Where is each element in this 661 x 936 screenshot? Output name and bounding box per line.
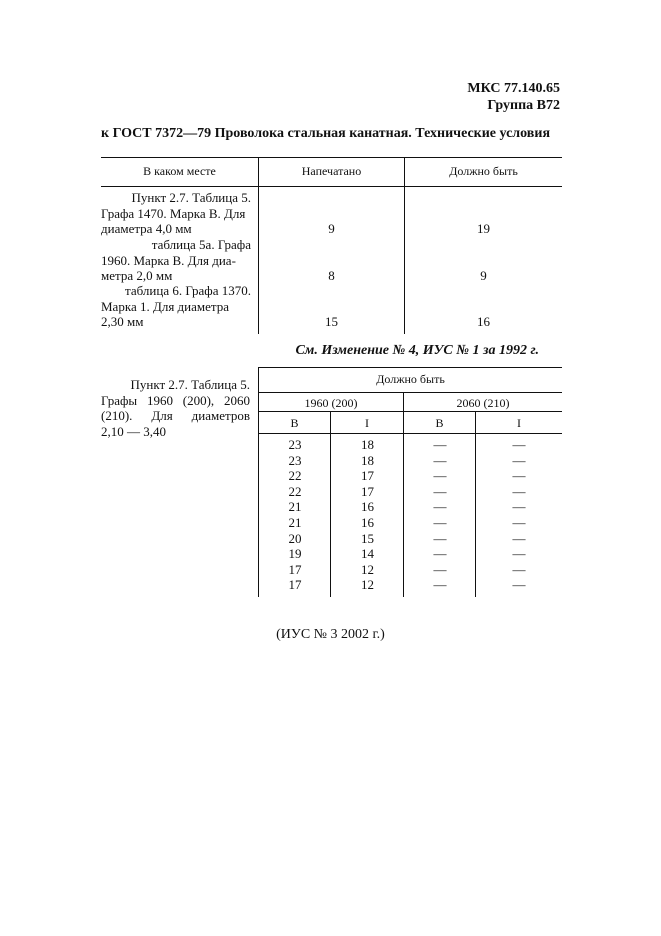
printed-value: 8: [328, 268, 335, 283]
header-printed: Напечатано: [301, 164, 362, 178]
table-row: [259, 484, 562, 500]
cell-b: —: [433, 437, 447, 452]
cell-i: 16: [361, 499, 374, 515]
table-body: [259, 437, 562, 593]
table-row: [101, 283, 251, 330]
cell-b: 17: [288, 577, 302, 593]
place-line: Марка 1. Для диаметра: [101, 298, 230, 314]
place-line: 2,30 мм: [101, 314, 144, 329]
table-header-rule: [259, 392, 562, 393]
printed-value: 9: [328, 221, 335, 236]
cell-i: —: [512, 561, 526, 577]
table-row: [259, 437, 562, 453]
place-line: Графа 1470. Марка В. Для: [101, 205, 246, 221]
place-line: таблица 6. Графа 1370.: [125, 283, 251, 298]
cell-b: 20: [288, 530, 302, 546]
cell-i: —: [512, 530, 526, 546]
table-row: [259, 515, 562, 531]
place-line: Пункт 2.7. Таблица 5.: [130, 377, 250, 392]
cell-b: 21: [288, 514, 302, 530]
table-row: [101, 190, 251, 237]
table-row: [259, 468, 562, 484]
cell-b: 23: [288, 452, 302, 468]
cell-i: 17: [361, 483, 374, 499]
table-row: [259, 499, 562, 515]
group-header: 2060 (210): [456, 396, 510, 410]
cell-i: 12: [361, 577, 374, 593]
cell-i: —: [512, 514, 526, 530]
cell-i: —: [512, 483, 526, 499]
cell-i: 14: [361, 546, 374, 562]
place-line: 1960. Марка В. Для диа-: [101, 252, 236, 268]
table-header-rule: [259, 433, 562, 434]
document-title: к ГОСТ 7372—79 Проволока стальная канатная. Технические условия: [101, 126, 551, 141]
cell-b: 19: [288, 546, 302, 562]
cell-i: 18: [361, 452, 374, 468]
cell-b: —: [433, 514, 447, 530]
document-header: [467, 80, 560, 114]
cell-b: 23: [288, 437, 302, 452]
table-row: [259, 453, 562, 469]
cell-b: 22: [288, 468, 302, 484]
place-line: (210). Для диаметров: [101, 408, 250, 423]
cell-b: —: [433, 561, 447, 577]
subheader-b: В: [435, 416, 444, 430]
cell-b: —: [433, 530, 447, 546]
cell-b: —: [433, 577, 447, 593]
cell-b: 22: [288, 483, 302, 499]
mks-code: МКС 77.140.65: [467, 81, 560, 96]
cell-i: —: [512, 452, 526, 468]
place-line: Графы 1960 (200), 2060: [101, 392, 250, 408]
group-code: Группа В72: [487, 98, 560, 113]
cell-b: —: [433, 452, 447, 468]
subheader-i: I: [365, 416, 369, 430]
group-header: 1960 (200): [304, 396, 358, 410]
place-line: таблица 5а. Графа: [151, 237, 251, 252]
place-description: [101, 377, 250, 439]
place-line: метра 2,0 мм: [101, 268, 173, 283]
cell-b: —: [433, 468, 447, 484]
place-line: Пункт 2.7. Таблица 5.: [131, 190, 251, 205]
should-be-value: 16: [477, 314, 490, 329]
cell-i: —: [512, 468, 526, 484]
table-top-rule: [259, 367, 562, 368]
header-should-be: Должно быть: [376, 372, 445, 386]
header-place: В каком месте: [143, 164, 216, 178]
table-top-rule: [101, 157, 562, 158]
cell-i: 18: [361, 437, 374, 452]
cell-b: 21: [288, 499, 302, 515]
printed-value: 15: [325, 314, 338, 329]
cell-b: —: [433, 483, 447, 499]
footer-note: (ИУС № 3 2002 г.): [276, 627, 385, 642]
table-header-rule: [101, 186, 562, 187]
change-note: См. Изменение № 4, ИУС № 1 за 1992 г.: [295, 343, 539, 358]
should-be-value: 19: [477, 221, 490, 236]
subheader-i: I: [517, 416, 521, 430]
should-be-value: 9: [480, 268, 487, 283]
cell-i: 17: [361, 468, 374, 484]
table-header-rule: [259, 411, 562, 412]
cell-i: —: [512, 499, 526, 515]
table-row: [259, 546, 562, 562]
table-row: [259, 577, 562, 593]
table-divider: [258, 157, 259, 334]
subheader-b: В: [290, 416, 299, 430]
cell-b: 17: [288, 561, 302, 577]
cell-i: —: [512, 577, 526, 593]
table-divider: [404, 157, 405, 334]
cell-i: 16: [361, 514, 374, 530]
table-row: [259, 531, 562, 547]
cell-i: —: [512, 546, 526, 562]
table-row: [101, 237, 251, 284]
cell-i: 12: [361, 561, 374, 577]
place-line: 2,10 — 3,40: [101, 423, 166, 439]
cell-i: 15: [361, 530, 374, 546]
cell-b: —: [433, 499, 447, 515]
header-should-be: Должно быть: [449, 164, 518, 178]
cell-i: —: [512, 437, 526, 452]
place-line: диаметра 4,0 мм: [101, 221, 192, 236]
cell-b: —: [433, 546, 447, 562]
table-row: [259, 562, 562, 578]
